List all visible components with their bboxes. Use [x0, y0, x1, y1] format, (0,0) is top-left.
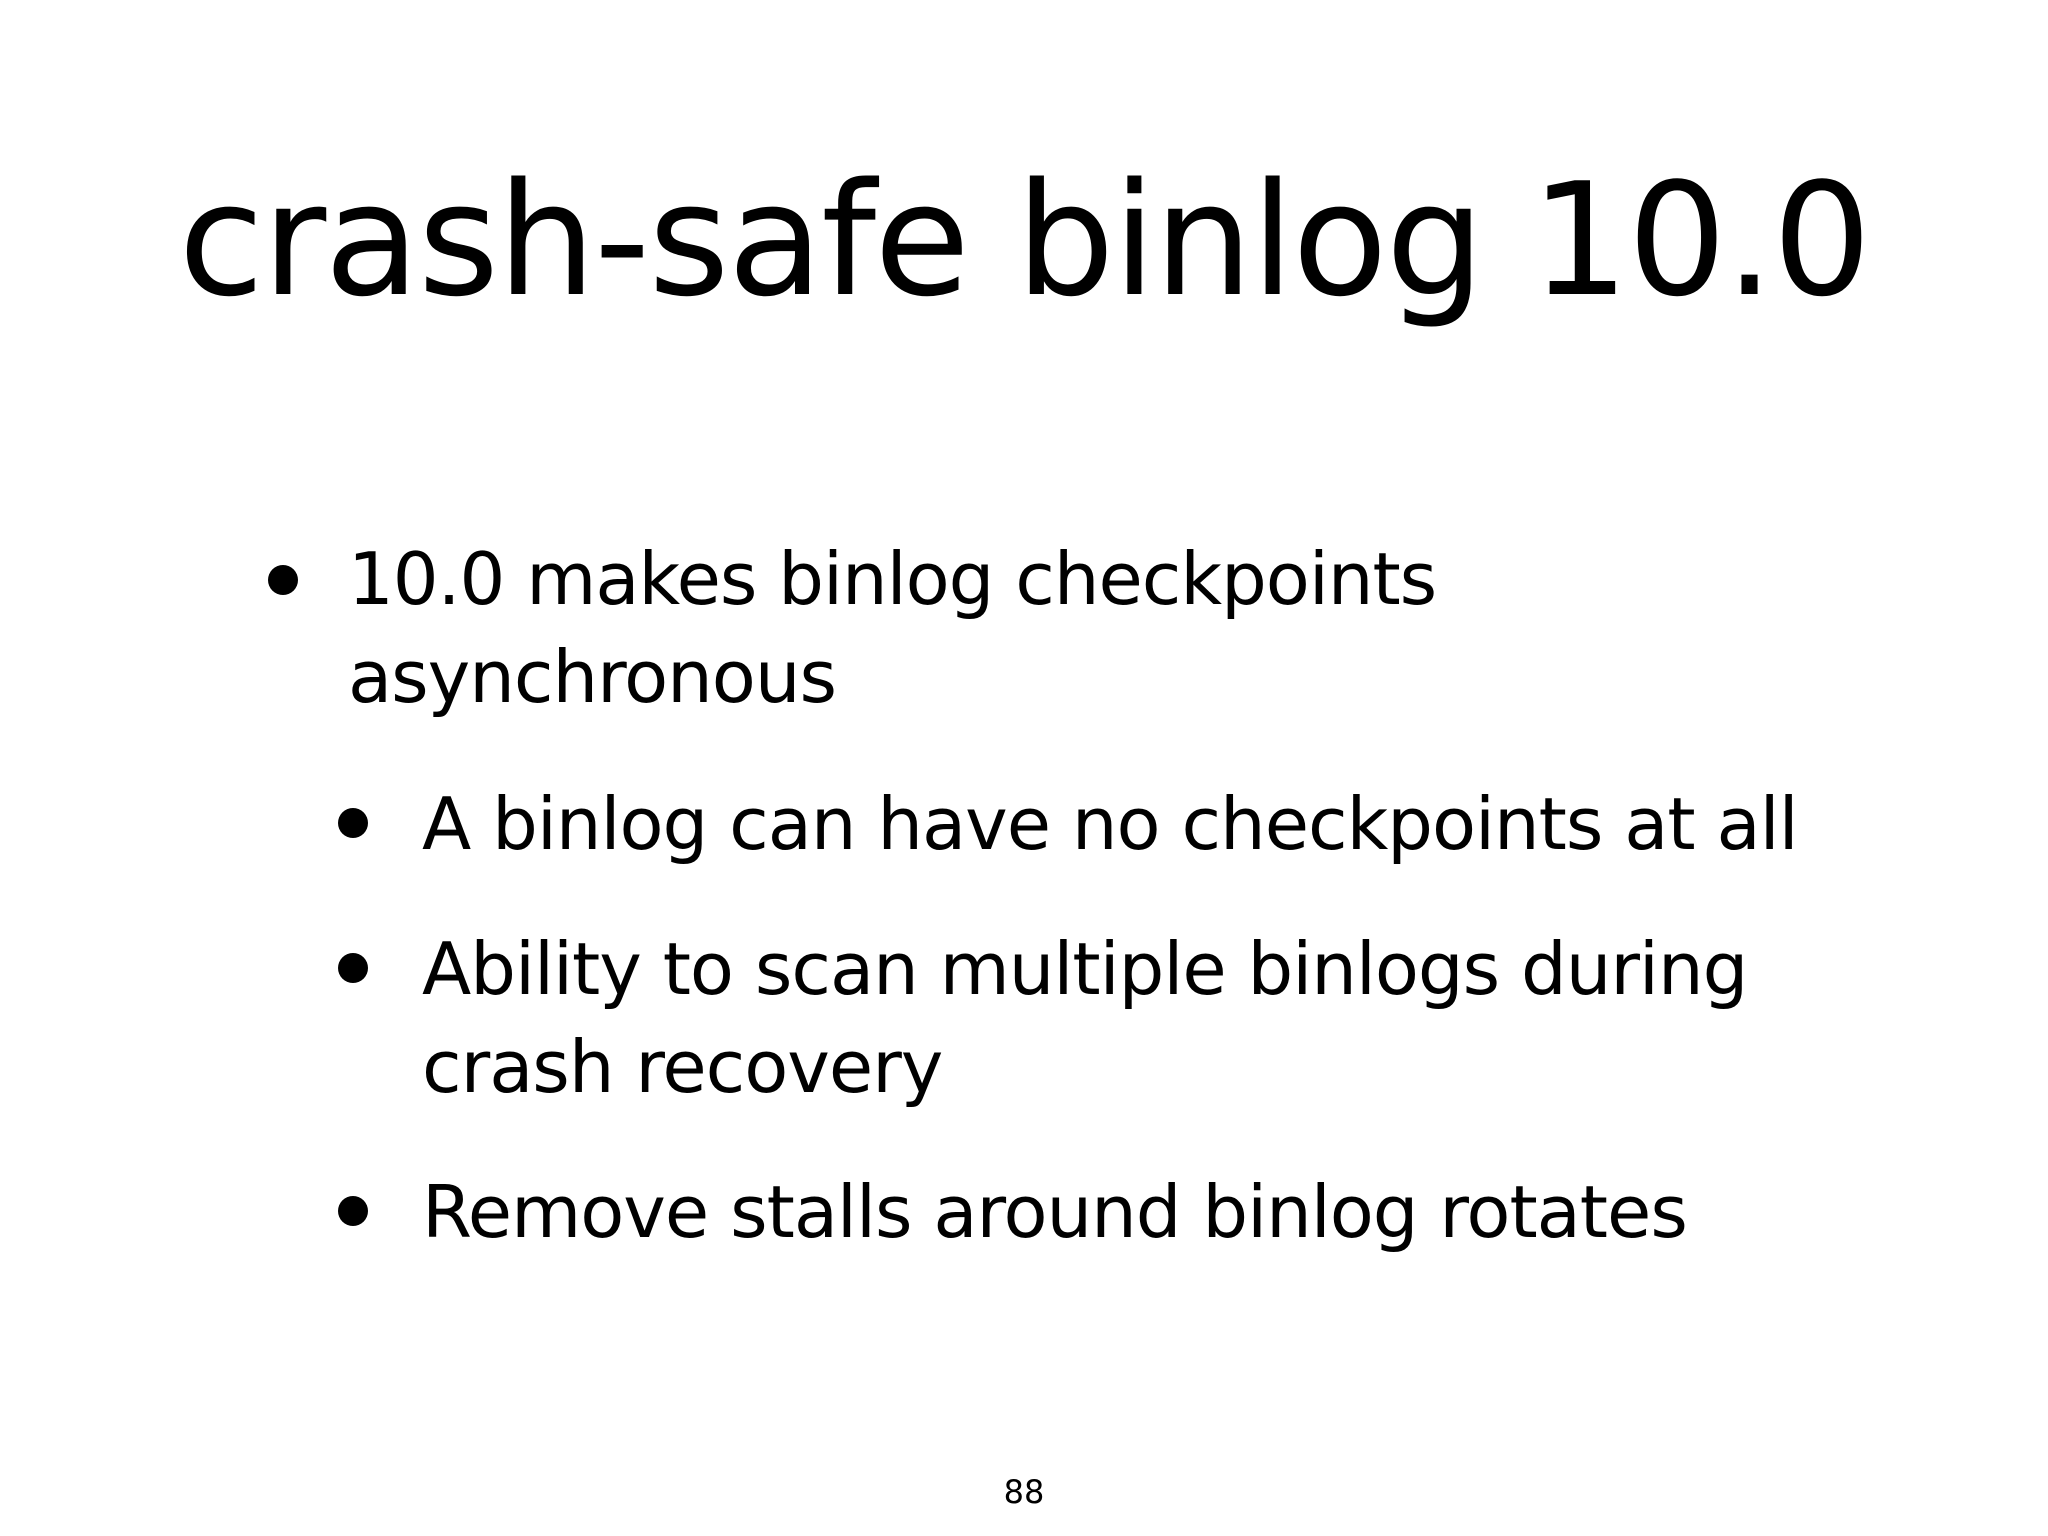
bullet-line: A binlog can have no checkpoints at all	[422, 782, 1798, 866]
bullet-dot-icon	[268, 565, 298, 595]
bullet-item-2	[422, 775, 1798, 873]
page-number: 88	[1003, 1473, 1045, 1511]
slide-title: crash-safe binlog 10.0	[178, 149, 1870, 331]
bullet-item-1	[348, 530, 1436, 726]
bullet-line: 10.0 makes binlog checkpoints	[348, 537, 1437, 621]
bullet-item-3	[422, 920, 1747, 1116]
bullet-dot-icon	[338, 1196, 368, 1226]
bullet-item-4	[422, 1163, 1687, 1261]
bullet-line: crash recovery	[422, 1025, 943, 1109]
bullet-line: Remove stalls around binlog rotates	[422, 1170, 1687, 1254]
bullet-line: Ability to scan multiple binlogs during	[422, 927, 1748, 1011]
bullet-line: asynchronous	[348, 635, 836, 719]
bullet-dot-icon	[338, 953, 368, 983]
bullet-dot-icon	[338, 808, 368, 838]
